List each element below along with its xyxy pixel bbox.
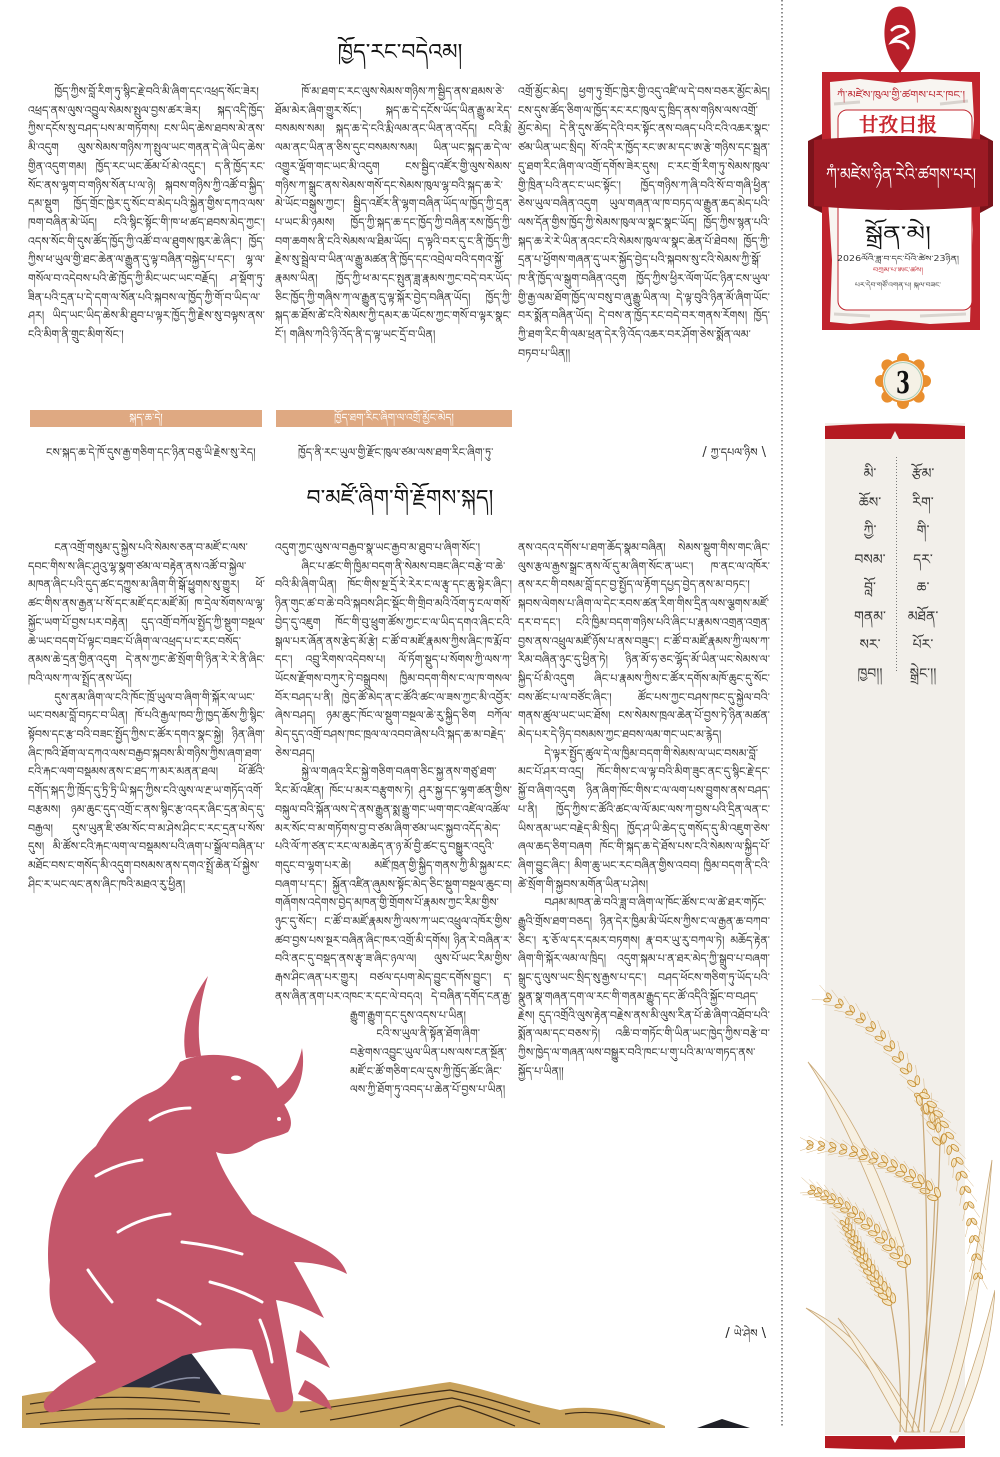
slogan-syllable: ཆོས་	[858, 494, 882, 511]
slogan-syllable: མཐོན་	[907, 608, 939, 625]
slogan-syllable: གནམ་	[854, 608, 886, 625]
slogan-syllable: ཁྱབ།།	[857, 665, 883, 682]
page-number-badge	[873, 351, 933, 411]
article-2-column-1	[28, 539, 265, 951]
article-2-column-3	[518, 539, 770, 1343]
slogan-syllable: ཀྱི་	[863, 523, 877, 539]
wheat-leaf	[838, 1318, 914, 1432]
golden-hills	[22, 1382, 750, 1428]
subhead-1-lead-line: ངས་སྐད་ཆ་དེ་ཁོ་དུས་རྒྱ་གཅིག་དང་ཉིན་བཅུ་ཡི་རྗེས་སུ་རེད།	[46, 446, 256, 459]
flame-emblem-icon	[884, 7, 915, 73]
byline-close-mark: \	[761, 445, 766, 460]
subhead-bar-1: སྐད་ཆ་དེ།	[30, 410, 262, 427]
paragraph: དུས་ནམ་ཞིག་ལ་ངའི་ཁོང་ཁྲོ་ཡུལ་བ་ཞིག་གི་སྐོར་ལ་ཡང་ཡང་བསམ་བློ་བཏང་བ་ཡིན། ཁོ་པའི་རྒྱལ་ཁབ་ཀྱི་ཁྱད་ཆོས་ཀྱི་སྙིང་སྟོབས་དང་རྩ་བའི་བཟང་སྤྱོད་ཀྱིས་ང་ཚོར་དགའ་སྣང་སྐྱེ། ཉིན་ཞིག་ཞིང་ཁའི་ཐོག་ལ་དཀའ་ལས་བརྒྱབ་སྐབས་མི་གཉིས་ཀྱིས་ཞག་ཐག་ངའི་རྐང་ལག་བསྡམས་ནས་ང་ཐད་ཀ་མར་མནན་ཐལ། ཕོ་ཚོའི་དགོད་སྐད་ཀྱི་ཁྲོད་དུ་ཏྲི་ཏྲི་ཡི་སྐད་ཀྱིས་ངའི་ལུས་ལ་རྔ་ཡ་གཏོད་འགོ་བརྩམས། ཉམ་ཆུང་དུད་འགྲོ་ང་ནས་སྙིང་རྩ་འདར་ཞིང་དྲན་མེད་དུ་བརྒྱལ། དུས་ཡུན་ཇི་ཙམ་སོང་བ་མ་ཤེས་ཤིང་ང་རང་དྲན་པ་སོས་དུས། མི་ཚོས་ངའི་རྐང་ལག་ལ་བསྡམས་པའི་ཞག་པ་སྒྲོལ་བཞིན་པ་མཐོང་བས་ང་གསོད་མི་འདུག་བསམས་ནས་དགའ་སྤྲོ་ཆེན་པོ་སྐྱེས་ཤིང་ར་ཡང་ལང་ནས་ཞིང་ཁའི་མཐའ་རུ་ཕྱིན།	[28, 690, 265, 891]
paragraph: ངན་འགྲོ་གསུམ་དུ་སྐྱེས་པའི་སེམས་ཅན་བ་མཛོ་ང་ལས་དབང་གིས་ས་ཞིང་ཤུའུ་ལྷ་སྣག་ཙམ་ལ་བརྟེན་ནས་འཚོ་བ་སྐྱེལ་མཁན་ཞིང་པའི་དུད་ཚང་དཀྱུས་མ་ཞིག་གི་སྒོ་ཕྱུགས་སུ་གྱུར། ཕོ་ཚང་གིས་ནས་རྒྱན་པ་སོ་དང་མཛོ་དང་མཛོ་མོ། ཁ་དྲེལ་སོགས་ལ་ལྷ་སྐྱོང་ཡག་པོ་བྱས་པར་བརྟེན། དུད་འགྲོ་བཀོལ་སྤྱོད་ཀྱི་སྡུག་བསྔལ་ཆེ་ཡང་བདག་པོ་ལྟང་བཟང་པོ་ཞིག་ལ་འཕྲད་པ་ང་རང་བསོད་ནམས་ཆེ་དྲན་གྱིན་འདུག དེ་ནས་ཀྱང་ཚེ་སྲོག་གི་ཉིན་རེ་རེ་ནི་ཞིང་ཁའི་ལས་ཀ་ལ་སྤྲོད་ནས་ཡོད།	[28, 541, 265, 685]
author-name: ཀྱ་དཔལ་ཉིས	[710, 446, 758, 459]
slogan-syllable: ཆ་	[916, 580, 930, 596]
slogan-syllable: བློ་	[864, 580, 876, 596]
byline-open-mark: /	[725, 1326, 730, 1341]
slogan-syllable: པོར་	[912, 637, 934, 653]
logo-banner-text: ཀཾ་མཛེས་ཉིན་རེའི་ཚགས་པར།	[826, 165, 993, 185]
slogan-syllable: རྩོམ་	[911, 466, 935, 482]
subhead-2-lead-line: ཁྱོད་ནི་རང་ཡུལ་གྱི་རྫོང་ཁུལ་ཙམ་ལས་ཐག་རིང་ཞིག་ཏུ་	[298, 446, 494, 459]
byline-close-mark: \	[761, 1326, 766, 1341]
paragraph: སྐྱེ་ལ་གཞའ་རིང་སྐྱེ་གཅིག་བཞག་ཅིང་སྐྱ་ནས་གཙུ་ཐག་རིང་མོ་འཛིན། ཁོང་པ་མར་བརྩུགས་ཏེ། ཤུར་སྐྱ་དང་ལྷག་ཚན་གྱིས་བསྐུལ་བའི་སྐོན་ལས་དེ་ནས་རྒྱུན་སྨ་རྒྱུ་གང་ཡག་གང་འཛེལ་འཚོལ་མར་སོང་བ་མ་གཏོགས་བྱ་བ་ཙམ་ཞིག་ཙམ་ཡང་སྐྱབ་འདོད་མེད་པའི་ལོ་ཀ་ཙན་ང་རང་ལ་མཆེད་ན་ཉ་མོ་བྱི་ཚང་དུ་བསྒྱུར་འདུའི་གདུང་བ་ལྷག་པར་ཆེ། མཛོ་ཁྲན་གྱི་སྐྱིད་གནས་ཀྱི་མི་སྐྱམ་ངང་བཞག་པ་དང་། སྐྱོན་འཛིན་ཞུམས་སྟོང་མེད་ཅིང་སྡུག་བསྔལ་ཆུང་བ། གཞོགས་འདེགས་བྱེད་མཁན་གྱི་གྲོགས་པོ་རྣམས་ཀྱང་རིམ་གྱིས་ཉུང་དུ་སོང་། ང་ཚོ་བ་མཛོ་རྣམས་ཀྱི་ལས་ཀ་ཡང་འཕྲུལ་འཁོར་གྱིས་ཚབ་བྱས་པས་སྔར་བཞིན་ཞིང་ཁར་འགྲོ་མི་དགོས། ཉིན་རེ་བཞིན་ར་བའི་ནང་དུ་བསྡད་ནས་རྩྭ་ཟ་ཞིང་ཉལ་ལ། ལུས་པོ་ཡང་རིམ་གྱིས་རྒས་ཤིང་ཞན་པར་གྱུར། བཙལ་དཔག་མེད་བྱུང་དགོས་བྱུང་། ད་ནས་ཞིན་ནག་པར་འཁང་ར་དང་ལེ་བདའ། དེ་བཞིན་དགོད་ངན་རྒྱ་རྒྱུག་རྒྱུག་དང་དུས་འདས་པ་ཡིན།	[275, 765, 512, 1022]
slogan-syllable: དར་	[913, 551, 933, 568]
editor-line: པར་དེབ་གཙོ་འགན་པ། སྐལ་བཟང་	[855, 281, 930, 289]
article-2-title: བ་མཛོ་ཞིག་གི་རྗོགས་སྐད།	[306, 486, 494, 511]
logo-chinese: 甘孜日报	[859, 114, 936, 136]
author-name: ཡེ་ཤེས	[733, 1327, 758, 1340]
article-1-column-1	[28, 83, 265, 401]
paragraph: ཞིང་པ་ཚང་གི་ཁྱིམ་བདག་ནི་སེམས་བཟང་ཞིང་བརྩེ་བ་ཆེ་བའི་མི་ཞིག་ཡིན། ཁོང་གིས་སྔ་དྲོ་རེ་རེར་ང་ལ་རྩྭ་དང་ཆུ་སྟེར་ཞིང་། ཉིན་གུང་ཚ་བ་ཆེ་བའི་སྐབས་ཤིང་སྡོང་གི་གྲིབ་མའི་འོག་ཏུ་ངལ་གསོ་བྱེད་དུ་འཇུག ཁོང་གི་བུ་ཕྲུག་ཚོས་ཀྱང་ང་ལ་ཡིད་དགའ་ཞིང་ངའི་སྒལ་པར་ཞོན་ནས་རྩེད་མོ་རྩེ། ང་ཚོ་བ་མཛོ་རྣམས་ཀྱིས་ཞིང་ཁ་རྨོ་བ་དང་། འབྲུ་རིགས་འདེབས་པ། ལོ་ཏོག་སྡུད་པ་སོགས་ཀྱི་ལས་ཀ་ཡོངས་རྫོགས་བཀུར་ཏེ་བསྒྲུབས། ཁྱིམ་བདག་གིས་ང་ལ་ཁ་གསལ་བོར་བཤད་པ་ནི། ཁྱེད་ཚོ་མེད་ན་ང་ཚོའི་ཚང་ལ་ཟས་ཀྱང་མི་འབྱོར་ཞེས་བཤད། ཉམ་ཆུང་ཁོང་ལ་སྡུག་བསྔལ་ཆེ་རུ་སྐྱིད་ཅིག བཀོལ་མེད་དུད་འགྲོ་བཤས་ཁང་ཁྲལ་ལ་འབབ་ཞེས་པའི་སྐད་ཆ་མ་བརྗེད་ཅེས་བཤད།	[275, 559, 512, 760]
paragraph: ནས་འདའ་དགོས་པ་ཐག་ཆོད་སྣམ་བཞིན། སེམས་སྡུག་གིས་གང་ཞིང་ལུས་རྩལ་རྒྱས་སྒྲང་ནས་ལོ་དུ་མ་ཞིག་སོང་ན་ཡང་། ཁ་ནང་ལ་འཁོར་ནས་རང་གི་བསམ་བློ་དང་བྱ་སྤྱོད་ལ་རྟོག་དཔྱད་བྱེད་ནས་མ་བཏང་། སྐབས་ལེགས་པ་ཞིག་ལ་དེང་རབས་ཚན་རིག་གིས་དྲིན་ལས་ལྕགས་མཛོ་དར་བ་དང་། ངའི་ཁྱིམ་བདག་གཉིས་པའི་ཞིང་པ་རྣམས་འགྲན་འགྲན་བྱས་ནས་འཕྲུལ་མཛོ་ཉོས་པ་ནས་བཟུང་། ང་ཚོ་བ་མཛོ་རྣམས་ཀྱི་ལས་ཀ་རིམ་བཞིན་ཉུང་དུ་ཕྱིན་ཏེ། ཉིན་མོ་ཧ་ཅང་ལྷོད་མོ་ཡིན་ཡང་སེམས་ལ་སྐྱིད་པོ་མི་འདུག ཞིང་པ་རྣམས་ཀྱིས་ང་ཚོར་དགོས་མཁོ་ཆུང་དུ་སོང་བས་ཚོང་པ་ལ་བཙོང་ཞིང་། ཚོང་པས་ཀྱང་བཤས་ཁང་དུ་སྐྱེལ་བའི་གནས་ཚུལ་ཡང་ཡང་ཐོས། ངས་སེམས་ཁྲལ་ཆེན་པོ་བྱས་ཏེ་ཉིན་མཚན་མེད་པར་དེ་ཉིད་བསམས་ཀྱང་ཐབས་ལམ་གང་ཡང་མ་རྙེད།	[518, 541, 770, 742]
article-1-column-3	[518, 83, 770, 438]
slogan-syllable: རིག་	[912, 494, 934, 511]
logo-tibetan-top: ཀཾ་མཛེས་ཁུལ་གྱི་ཚགས་པར་ཁང་།	[837, 90, 949, 101]
article-1-byline	[640, 443, 770, 462]
slogan-syllable: མི་	[863, 466, 877, 482]
issue-line: བཀྲམ་པ་ཨང་ཚས།	[873, 266, 914, 274]
article-1-column-2	[275, 83, 512, 401]
paragraph: བཤམ་མཁན་ཆེ་བའི་ཟླ་བ་ཞིག་ལ་ཁོང་ཚོས་ང་ལ་ཚེ་ཐར་གཏོང་རྒྱུའི་གྲོས་ཐག་བཅད། ཉིན་དེར་ཁྱིམ་མི་ཡོངས་ཀྱིས་ང་ལ་རྒྱན་ཆ་བཀབ་ཅིང་། རྭ་ཅོ་ལ་དར་དམར་བཏགས། རྣ་བར་ཡུ་རུ་བཀལ་ཏེ། མཆོད་རྟེན་ཞིག་གི་སྐོར་ལམ་ལ་ཁྲིད། འདུག་སྐམ་པ་ན་ཐར་མེད་ཀྱི་སྒྲུབ་པ་བཞག་སྒྲུང་དུ་ལུས་ཡང་སྲིད་སུ་རྒྱས་པ་དང་། བཤད་ཕོངས་གཅིག་ཏུ་ཡོད་པའི་སྣུན་སྣ་གཞན་དག་ལ་རང་གི་གནམ་རྒྱུད་དང་ཚོ་འདིའི་སྐྱོང་བ་བཤད་རྗེས། དུད་འགྲོའི་ལུས་རྟེན་བརྗེས་ནས་མི་ལུས་རིན་པོ་ཆེ་ཞིག་འཐོབ་པའི་སྨོན་ལམ་དང་བཅས་ཏེ། འཆི་བ་གཏོང་གི་ཡིན་ཡང་ཁྱེད་ཀྱིས་བརྩེ་བ་ཀྱིས་ཁྱེད་ལ་གཞན་ལས་བསྒྱུར་བའི་ཁང་པ་གུ་པའི་མ་ལ་གཏད་ནས་སྐྱོད་པ་ཡིན།།	[518, 896, 770, 1078]
slogan-syllable: སྒྲེང་།།	[909, 665, 937, 682]
paragraph: ཁོ་མ་ཐག་ང་རང་ལུས་སེམས་གཉིས་ཀ་སྦྱིད་ནས་ཐམས་ཅེ་ཐོམ་མེར་ཞིག་གྱུར་སོང་། སྐད་ཆ་དེ་དངོས་ཡོད་ཡིན་རྒྱུ་མ་རེད་བསམས་སམ། སྐད་ཆ་དེ་ངའི་རྨི་ལམ་ནང་ཡིན་ན་འདོད། ངའི་རྨི་ལམ་ནང་ཡིན་ན་ཅིས་དུང་བསམས་སམ། ཡིན་ཡང་སྐད་ཆ་དེ་ལ་འགྱུར་ལྡོག་གང་ཡང་མི་འདུག ངས་སྦྱིད་འཛོར་གྱི་ལུས་སེམས་གཉིས་ཀ་སྒྲུང་ནས་སེམས་གསོ་དང་སེམས་ཁུལ་ལྷ་བའི་སྐད་ཆ་རེ་མེ་ཡོང་བསྒུས་ཀྱང་། སྦྱིད་འཛོར་ནི་ལྷག་བཞིན་ཡོད་ལ་ཁྱོད་ཀྱི་དྲན་པ་ཡང་མི་ཉམས། ཁྱོད་ཀྱི་སྐད་ཆ་དང་ཁྱོད་ཀྱི་བཞིན་རས་ཁྱོད་ཀྱི་བག་ཆགས་ནི་ངའི་སེམས་ལ་ཐིམ་ཡོད། ད་ལྟའི་བར་དུ་ང་ནི་ཁྱོད་ཀྱི་རྗེས་སུ་སྦྲེལ་བ་ཡིན་ལ་རྒྱུ་མཚན་ནི་ཁྱོད་དང་འབྲེལ་བའི་དགའ་སྐྱོ་རྣམས་ཡིན། ཁྱོད་ཀྱི་ཕ་མ་དང་སྤུན་ཟླ་རྣམས་ཀྱང་བདེ་བར་ཡོད་ཅིང་ཁྱོད་ཀྱི་གཞིས་ཀ་ལ་རྒྱུན་དུ་ལྟ་སྐོར་བྱེད་བཞིན་ཡོད། ཁྱོད་ཀྱི་སྐད་ཆ་ཐོས་ཚེ་ངའི་སེམས་ཀྱི་དམར་ཆ་ཡོངས་ཀྱང་གསོ་བ་ལྟར་སྣང་ངོ་། གཞིས་ཀའི་ཉི་འོད་ནི་ད་ལྟ་ཡང་དྲོ་བ་ཡིན།	[275, 85, 512, 342]
subhead-bar-2: ཁྱོད་ཐག་རིང་ཞིག་ལ་འགྲོ་མྱོང་མེད།	[276, 410, 512, 427]
column-divider	[781, 0, 783, 1428]
article-2-column-2	[275, 539, 512, 1343]
slogan-syllable: བསམ་	[854, 551, 886, 568]
masthead-logo	[800, 0, 995, 335]
slogan-syllable: སར་	[859, 637, 881, 653]
panel-top-band	[825, 423, 965, 439]
slogan-left-column	[840, 460, 900, 688]
paragraph: འགྲོ་མྱོང་མེད། ཕྱག་ཏུ་གྲོང་ཁྱེར་གྱི་འདུ་འཛི་ལ་དེ་བས་བཅར་མྱོང་མེད། ངས་དུས་ཚོད་ཅིག་ལ་ཁྱོད་རང་རང་ཁུལ་དུ་ཁྲིད་ནས་གཉིས་ལས་འགྲོ་མྱོང་མེད། དེ་ནི་དུས་ཚོད་དེའི་བར་སྟོང་ནས་བཞད་པའི་ངའི་འཆར་སྣང་ཙམ་ཡིན་ཡང་སྲིད། སོ་འདི་ར་ཁྱོད་རང་ཨ་མ་དང་ཨ་རྩེ་གཉིས་དང་སྦྲན་དུ་ཐག་རིང་ཞིག་ལ་འགྲོ་དགོས་ཟེར་དུས། ང་རང་གྲོ་རིག་ཏུ་སེམས་ཁུལ་གྱི་ཁྲིན་པའི་ནང་ང་ཡང་སྟོང་། ཁྱོད་གཉིས་ཀ་ཞི་བའི་སོ་བ་གཞི་ཕྱིན་ཅེས་ཡུལ་བཞིན་འདུག ཡུལ་གཞན་ལ་ཁ་བཏད་ལ་རྒྱུན་ཆད་མེད་པའི་ལས་དོན་གྱིས་ཁྱོད་ཀྱི་སེམས་ཁུལ་ལ་སྣང་སྣང་ཡོད། ཁྱོད་ཀྱིས་སྙན་པའི་སྐད་ཆ་རེ་རེ་ཡིན་ནའང་ངའི་སེམས་ཁུལ་ལ་སྣང་ཆེན་པོ་ཐེབས། ཁྱོད་ཀྱི་དྲན་པ་ཕྱོགས་གཞན་དུ་ཡར་སྐྱོད་བྱེད་པའི་སྐབས་སུ་ངའི་སེམས་ཀྱི་སྒོ་ཁ་ནི་ཁྱོད་ལ་སྒུག་བཞིན་འདུག ཁྱོད་ཀྱིས་ཕྱིར་ལོག་ཡོང་ཉིན་ངས་ཡུལ་གྱི་རྒྱ་ལམ་ཐོག་ཁྱོད་ལ་བསུ་བ་ཞུ་རྒྱུ་ཡིན་ལ། དེ་ལྟ་བུའི་ཉིན་མོ་ཞིག་ཡོང་བར་སྨོན་བཞིན་ཡོད། དེ་བས་ན་ཁྱོད་རང་བདེ་བར་གནས་རོགས། ཁྱོད་ཀྱི་ཐག་རིང་གི་ལམ་ཕྲན་དེར་ཉི་འོད་འཆར་བར་ཤོག་ཅེས་སྨོན་ལམ་བཏབ་པ་ཡིན།།	[518, 85, 770, 360]
wheat-leaf	[930, 1160, 992, 1432]
paragraph: འདུག་ཀྱང་ལུས་ལ་བརྒྱབ་སྣ་ཡང་རྒྱབ་མ་ཐུབ་པ་ཞིག་སོང་།	[275, 541, 481, 554]
article-1-title: ཁྱོད་རང་བདེའམ།	[337, 40, 463, 65]
paragraph: ངའི་ས་ཡུལ་ནི་སྟོན་ཐོག་ཞིག་བརྩེགས་འབྱུང་ཡུལ་ཡིན་པས་ལས་ངན་སྔོན་མཛོ་ང་ཚོ་གཅིག་ངལ་དུས་ཀྱི་ཁྱོད་ཚོང་ཞིང་ལས་ཀྱི་ཐོག་ཏུ་འབད་པ་ཆེན་པོ་བྱས་པ་ཡིན།	[350, 1027, 507, 1097]
paragraph: དེ་ལྟར་སྤྱོད་ཚུལ་དེ་ལ་ཁྱིམ་བདག་གི་སེམས་ལ་ཡང་བསམ་བློ་མང་པོ་ཤར་བ་འདྲ། ཁོང་གིས་ང་ལ་ལྟ་བའི་མིག་ཟུང་ནང་དུ་སྙིང་རྗེ་དང་སྐྱོ་བ་ཞིག་འདུག ཉིན་ཞིག་ཁོང་གིས་ང་ལ་ལག་པས་བྱུགས་ནས་བཤད་པ་ནི། ཁྱོད་ཀྱིས་ང་ཚོའི་ཚང་ལ་ལོ་མང་ལས་ཀ་བྱས་པའི་དྲིན་ལན་ང་ཡིས་ནམ་ཡང་བརྗེད་མི་སྲིད། ཁྱོད་ཤ་ཡི་ཆེད་དུ་གསོད་དུ་མི་འཇུག་ཅེས་ཞལ་ཆད་ཅིག་བཞག ཁོང་གི་སྐད་ཆ་དེ་ཐོས་པས་ངའི་སེམས་ལ་སྐྱིད་པོ་ཞིག་བྱུང་ཞིང་། མིག་ཆུ་ཡང་རང་བཞིན་གྱིས་འབབ། ཁྱིམ་བདག་ནི་ངའི་ཚེ་སྲོག་གི་སྐྱབས་མགོན་ཡིན་པ་ཤེས།	[518, 746, 770, 891]
slogan-right-column	[893, 460, 953, 688]
wheat-illustration	[800, 985, 995, 1435]
issue-date: 2026ལོའི་ཟླ་བ་དང་པོའི་ཚེས་23ཉིན།	[837, 254, 934, 263]
page-number: 3	[896, 366, 910, 401]
paragraph: ཁྱོད་ཀྱིས་བློ་རིག་ཏུ་སྙིང་རྗེ་བའི་མི་ཞིག་དང་འཕྲད་སོང་ཟེར། འཕྲད་ནས་ལུས་འབྱུལ་སེམས་སྤུལ་བྱས་ཚར་ཟེར། སྐད་འདི་ཁྱོད་ཀྱིས་དངོས་སུ་བཤད་པས་མ་གཏོགས། ངས་ཡིད་ཆེས་ཐབས་མེ་ནས་མི་འདུག ལུས་སེམས་གཉིས་ཀ་སྤུལ་ཡང་གནན་དེ་ཞེ་ཡིད་ཆེས་གྱིན་འདུག་གམ། ཁྱོད་རང་ཡང་ཆོམ་པོ་མེ་འདུང་། ད་ནི་ཁྱོད་རང་སོང་ནས་ལྷག་བ་གཉིས་སོན་པ་ལ་ཉེ། སྐབས་གཉིས་ཀྱི་འཚོ་བ་སྐྱིད་དམ་སྡུག ཁྱོད་གྲོང་ཁྱེར་དུ་སོང་བ་མེད་པའི་སྐྱེན་གྱིས་དཀའ་ལས་ཁག་བཞིན་མེ་ཡོད། ངའི་སྙིང་སྟོང་གི་ཁ་ཕ་ཚད་ཐབས་མེད་ཀྱང་། འདས་སོང་གི་དུས་ཚོད་ཁྱོད་ཀྱི་འཚོ་བ་ལ་ཐུགས་ཁུར་ཆེ་ཞིང་། ཁྱོད་ཀྱིས་ཕ་ཡུལ་གྱི་ཐང་ཆེན་ལ་རྒྱུན་དུ་ལྟ་བཞིན་བསྐྱེད་པ་དང་། ལྷ་ལ་གསོལ་བ་འདེབས་པའི་ཚེ་ཁྱོད་ཀྱི་མིང་ཡང་ཡང་བརྗོད། ཤ་སྡོག་ཏུ་ཟིན་པའི་དྲན་པ་དེ་དག་ལ་སོན་པའི་སྐབས་ལ་ཁྱོད་ཀྱི་གོ་བ་ཡིད་ལ་ཤར། ཡིད་ཡང་ཡིད་ཆེས་མི་ཐུབ་པ་ལྟར་ཁྱོད་ཀྱི་རྗེས་སུ་བལྟས་ནས་ངའི་མིག་ནི་གྲུང་མིག་སོང་།	[28, 85, 265, 342]
panel-bottom-band	[825, 1434, 965, 1450]
byline-open-mark: /	[702, 445, 707, 460]
slogan-syllable: གི་	[916, 523, 930, 539]
illustration-wrap-area	[275, 1025, 350, 1343]
article-2-byline	[670, 1324, 770, 1343]
section-title: སྒྲོན་མེ།	[865, 221, 915, 245]
